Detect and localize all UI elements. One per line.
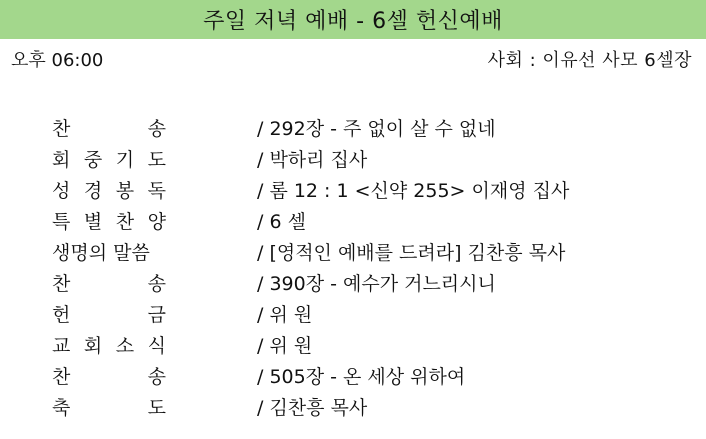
order-of-service — [0, 112, 706, 422]
program-item-offering — [0, 298, 706, 329]
service-meta — [0, 44, 706, 70]
program-item-label: 헌 금 — [52, 304, 166, 326]
program-item-label: 회 중 기 도 — [52, 149, 166, 171]
program-item-hymn-3 — [0, 360, 706, 391]
program-item-label: 찬 송 — [52, 118, 166, 140]
title-bar — [0, 0, 706, 39]
service-leader: 사회 : 이유선 사모 6셀장 — [487, 50, 692, 71]
program-item-label: 성 경 봉 독 — [52, 180, 166, 202]
program-item-label: 생명의 말씀 — [52, 242, 150, 264]
program-item-scripture — [0, 174, 706, 205]
program-item-label: 찬 송 — [52, 273, 166, 295]
program-item-label: 축 도 — [52, 397, 166, 419]
program-item-sermon — [0, 236, 706, 267]
program-item-value: / 롬 12 : 1 <신약 255> 이재영 집사 — [257, 180, 570, 202]
program-item-value: / 6 셀 — [257, 211, 306, 233]
program-item-special-song — [0, 205, 706, 236]
page-title: 주일 저녁 예배 - 6셀 헌신예배 — [203, 9, 503, 34]
program-item-value: / 위 원 — [257, 304, 313, 326]
program-item-value: / 박하리 집사 — [257, 149, 368, 171]
program-item-hymn-1 — [0, 112, 706, 143]
program-item-hymn-2 — [0, 267, 706, 298]
program-item-announcements — [0, 329, 706, 360]
program-item-label: 교 회 소 식 — [52, 335, 166, 357]
program-item-value: / 390장 - 예수가 거느리시니 — [257, 273, 496, 295]
service-time: 오후 06:00 — [11, 50, 104, 71]
program-item-label: 찬 송 — [52, 366, 166, 388]
program-item-prayer — [0, 143, 706, 174]
program-item-value: / [영적인 예배를 드려라] 김찬흥 목사 — [257, 242, 566, 264]
program-item-value: / 505장 - 온 세상 위하여 — [257, 366, 466, 388]
program-item-benediction — [0, 391, 706, 422]
program-item-label: 특 별 찬 양 — [52, 211, 166, 233]
program-item-value: / 292장 - 주 없이 살 수 없네 — [257, 118, 496, 140]
program-item-value: / 김찬흥 목사 — [257, 397, 368, 419]
program-item-value: / 위 원 — [257, 335, 313, 357]
